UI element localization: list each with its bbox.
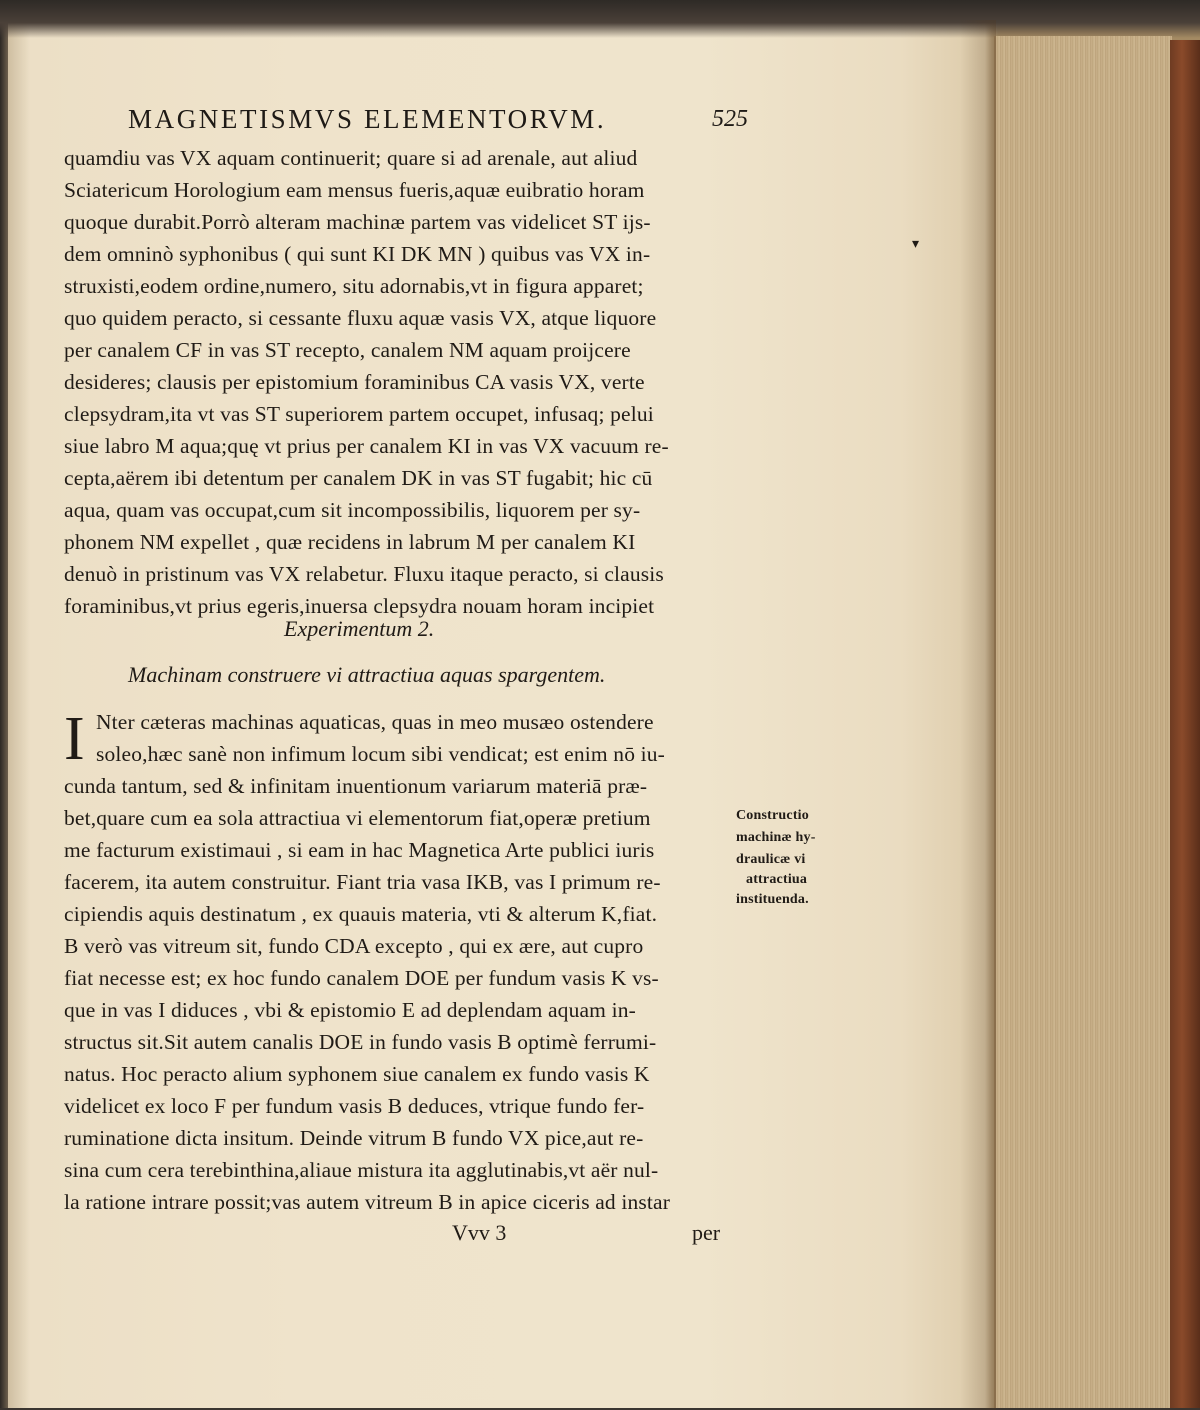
text-line: B verò vas vitreum sit, fundo CDA excepto , qui ex ære, aut cupro	[64, 934, 644, 958]
text-line: la ratione intrare possit;vas autem vitreum B in apice ciceris ad instar	[64, 1190, 671, 1214]
text-line: cipiendis aquis destinatum , ex quauis materia, vti & alterum K,fiat.	[64, 902, 658, 926]
text-line: phonem NM expellet , quæ recidens in labrum M per canalem KI	[64, 530, 636, 554]
margin-note-line: machinæ hy-	[736, 830, 816, 845]
book-cover-edge	[1170, 40, 1200, 1408]
text-line: ruminatione dicta insitum. Deinde vitrum B fundo VX pice,aut re-	[64, 1126, 644, 1150]
drop-cap: I	[64, 705, 85, 773]
text-line: me facturum existimaui , si eam in hac Magnetica Arte publici iuris	[64, 838, 655, 862]
text-line: sina cum cera terebinthina,aliaue mistura ita agglutinabis,vt aër nul-	[64, 1158, 659, 1182]
top-shadow	[0, 0, 1200, 38]
page-left-edge	[0, 0, 8, 1408]
text-line: foraminibus,vt prius egeris,inuersa clepsydra nouam horam incipiet	[64, 594, 655, 618]
margin-note-line: instituenda.	[736, 892, 809, 907]
ink-mark: ▾	[912, 237, 920, 252]
text-line: facerem, ita autem construitur. Fiant tria vasa IKB, vas I primum re-	[64, 870, 661, 894]
text-line: clepsydram,ita vt vas ST superiorem partem occupet, infusaq; pelui	[64, 402, 654, 426]
text-line: denuò in pristinum vas VX relabetur. Fluxu itaque peracto, si clausis	[64, 562, 664, 586]
text-line: per canalem CF in vas ST recepto, canalem NM aquam proijcere	[64, 338, 631, 362]
margin-note-line: attractiua	[746, 872, 808, 887]
text-line: dem omninò syphonibus ( qui sunt KI DK MN ) quibus vas VX in-	[64, 242, 651, 266]
text-line: quo quidem peracto, si cessante fluxu aquæ vasis VX, atque liquore	[64, 306, 657, 330]
text-line: que in vas I diduces , vbi & epistomio E ad deplendam aquam in-	[64, 998, 636, 1022]
text-line: siue labro M aqua;quę vt prius per canalem KI in vas VX vacuum re-	[64, 434, 669, 458]
text-line: struxisti,eodem ordine,numero, situ adornabis,vt in figura apparet;	[64, 274, 644, 298]
catchword: per	[692, 1220, 721, 1245]
text-line: videlicet ex loco F per fundum vasis B deduces, vtrique fundo fer-	[64, 1094, 645, 1118]
text-line: cepta,aërem ibi detentum per canalem DK in vas ST fugabit; hic cū	[64, 466, 653, 490]
text-line: fiat necesse est; ex hoc fundo canalem DOE per fundum vasis K vs-	[64, 966, 659, 990]
text-line: quamdiu vas VX aquam continuerit; quare si ad arenale, aut aliud	[64, 146, 638, 170]
margin-note-line: Constructio	[736, 808, 809, 823]
text-line: aqua, quam vas occupat,cum sit incompossibilis, liquorem per sy-	[64, 498, 641, 522]
text-line: desideres; clausis per epistomium foraminibus CA vasis VX, verte	[64, 370, 645, 394]
text-line: Nter cæteras machinas aquaticas, quas in meo musæo ostendere	[96, 710, 654, 734]
running-header	[128, 104, 748, 138]
section-title: Machinam construere vi attractiua aquas spargentem.	[128, 662, 606, 687]
text-line: natus. Hoc peracto alium syphonem siue canalem ex fundo vasis K	[64, 1062, 650, 1086]
page-curl-shadow	[960, 20, 996, 1410]
experiment-heading: Experimentum 2.	[284, 616, 435, 641]
text-line: structus sit.Sit autem canalis DOE in fundo vasis B optimè ferrumi-	[64, 1030, 657, 1054]
margin-note-line: draulicæ vi	[736, 852, 806, 867]
running-title: MAGNETISMVS ELEMENTORVM.	[128, 104, 607, 134]
signature-mark: Vvv 3	[452, 1220, 507, 1245]
page-number: 525	[712, 106, 748, 132]
text-line: soleo,hæc sanè non infimum locum sibi vendicat; est enim nō iu-	[96, 742, 665, 766]
text-line: quoque durabit.Porrò alteram machinæ partem vas videlicet ST ijs-	[64, 210, 651, 234]
text-line: bet,quare cum ea sola attractiua vi elementorum fiat,operæ pretium	[64, 806, 651, 830]
book-fore-edge	[994, 36, 1172, 1408]
text-line: Sciatericum Horologium eam mensus fueris,aquæ euibratio horam	[64, 178, 645, 202]
text-line: cunda tantum, sed & infinitam inuentionum variarum materiā præ-	[64, 774, 648, 798]
